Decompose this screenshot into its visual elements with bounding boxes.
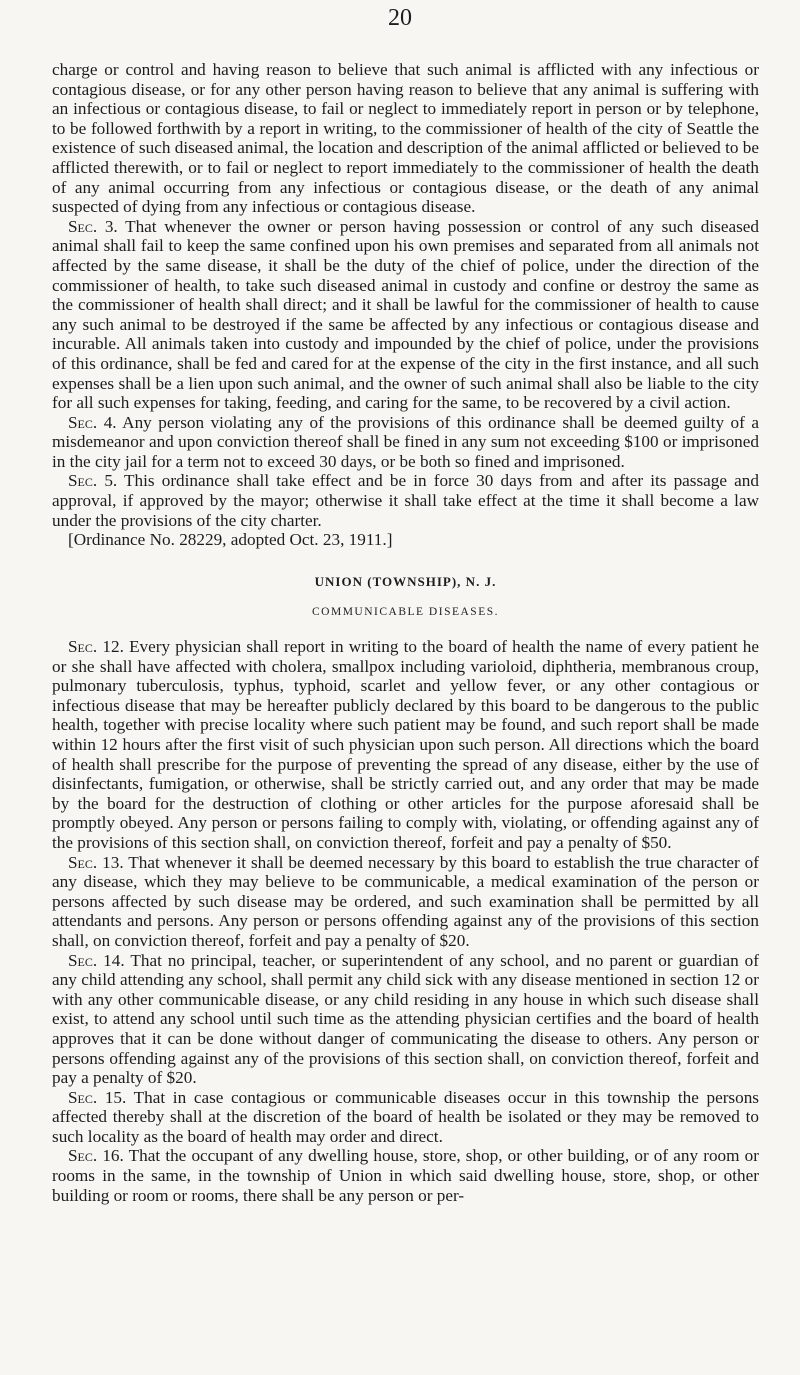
section-label: Sec. 16. — [68, 1146, 124, 1166]
section-label: Sec. 14. — [68, 950, 125, 970]
section-label: Sec. 15. — [68, 1087, 127, 1107]
paragraph-text: That in case contagious or communicable diseases occur in this township the persons affected thereby shall at the discretion of the board of health be isolated or they may be removed to such locality as the board of health may order and direct. — [52, 1087, 759, 1146]
paragraph-text: That whenever it shall be deemed necessary by this board to establish the true character of any disease, which they may believe to be communicable, a medical examination of the person or persons affected by such disease may be ordered, and such examination shall be permitted by all attendants and persons. Any person or persons offending against any of the provisions of this section shall, on conviction thereof, forfeit and pay a penalty of $20. — [52, 852, 759, 950]
section-label: Sec. 12. — [68, 637, 124, 657]
paragraph-text: That whenever the owner or person having possession or control of any such diseased animal shall fail to keep the same confined upon his own premises and separated from all animals not affected by the same disease, it shall be the duty of the chief of police, under the direction of the commissioner of health, to take such diseased animal in custody and confine or destroy the same as the commissioner of health shall direct; and it shall be lawful for the commissioner of health to cause any such animal to be destroyed if the same be affected by any infectious or contagious disease and incurable. All animals taken into custody and impounded by the chief of police, under the provisions of this ordinance, shall be fed and cared for at the expense of the city in the first instance, and all such expenses shall be a lien upon such animal, and the owner of such animal shall also be liable to the city for all such expenses for taking, feeding, and caring for the same, to be recovered by a civil action. — [52, 216, 759, 413]
section-label: Sec. 5. — [68, 471, 118, 491]
paragraph — [52, 60, 759, 217]
section-heading: UNION (TOWNSHIP), N. J. — [314, 573, 497, 589]
paragraph — [52, 471, 759, 530]
paragraph-text: [Ordinance No. 28229, adopted Oct. 23, 1911.] — [68, 530, 393, 550]
paragraph — [52, 637, 759, 853]
section-label: Sec. 13. — [68, 852, 124, 872]
paragraph — [52, 853, 759, 951]
paragraph — [52, 1146, 759, 1205]
page-number: 20 — [388, 5, 412, 31]
union-township-section — [52, 637, 759, 1205]
section-label: Sec. 4. — [68, 412, 117, 432]
section-subheading: COMMUNICABLE DISEASES. — [312, 606, 499, 619]
paragraph-text: That the occupant of any dwelling house, store, shop, or other building, or of any room or rooms in the same, in the township of Union in which said dwelling house, store, shop, or other building or room or rooms, there shall be any person or per- — [52, 1146, 759, 1205]
paragraph — [52, 1088, 759, 1147]
paragraph — [52, 217, 759, 413]
body-text — [52, 60, 759, 1205]
paragraph-text: Any person violating any of the provisions of this ordinance shall be deemed guilty of a misdemeanor and upon conviction thereof shall be fined in any sum not exceeding $100 or imprisoned in the city jail for a term not to exceed 30 days, or be both so fined and imprisoned. — [52, 412, 759, 471]
section-label: Sec. 3. — [68, 216, 118, 236]
paragraph — [52, 530, 759, 550]
paragraph-text: Every physician shall report in writing to the board of health the name of every patient he or she shall have affected with cholera, smallpox including varioloid, diphtheria, membranous croup, pulmonary tuberculosis, typhus, typhoid, scarlet and yellow fever, or any other contagious or infectious disease that may be hereafter publicly declared by this board to be dangerous to the public health, together with precise locality where such patient may be found, and such report shall be made within 12 hours after the first visit of such physician upon such person. All directions which the board of health shall prescribe for the purpose of preventing the spread of any disease, either by the use of disinfectants, fumigation, or otherwise, shall be strictly carried out, and any order that may be made by the board for the destruction of clothing or other articles for the purpose aforesaid shall be promptly obeyed. Any person or persons failing to comply with, violating, or offending against any of the provisions of this section shall, on conviction thereof, forfeit and pay a penalty of $50. — [52, 637, 759, 852]
seattle-ordinance-section — [52, 60, 759, 550]
paragraph-text: This ordinance shall take effect and be in force 30 days from and after its passage and approval, if approved by the mayor; otherwise it shall take effect at the time it shall become a law under the provisions of the city charter. — [52, 471, 759, 530]
paragraph — [52, 951, 759, 1088]
paragraph — [52, 413, 759, 472]
paragraph-text: That no principal, teacher, or superintendent of any school, and no parent or guardian of any child attending any school, shall permit any child sick with any disease mentioned in section 12 or with any other communicable disease, or any child residing in any house in which such disease shall exist, to attend any school until such time as the attending physician certifies and the board of health approves that it can be done without danger of communicating the disease to others. Any person or persons offending against any of the provisions of this section shall, on conviction thereof, forfeit and pay a penalty of $20. — [52, 950, 759, 1088]
paragraph-text: charge or control and having reason to believe that such animal is afflicted with any infectious or contagious disease, or for any other person having reason to believe that any animal is suffering with an infectious or contagious disease, to fail or neglect to immediately report in person or by telephone, to be followed forthwith by a report in writing, to the commissioner of health of the city of Seattle the existence of such diseased animal, the location and description of the animal afflicted or believed to be afflicted therewith, or to fail or neglect to report immediately to the commissioner of health the death of any animal occurring from any infectious or contagious disease, or the death of any animal suspected of dying from any infectious or contagious disease. — [52, 60, 759, 217]
